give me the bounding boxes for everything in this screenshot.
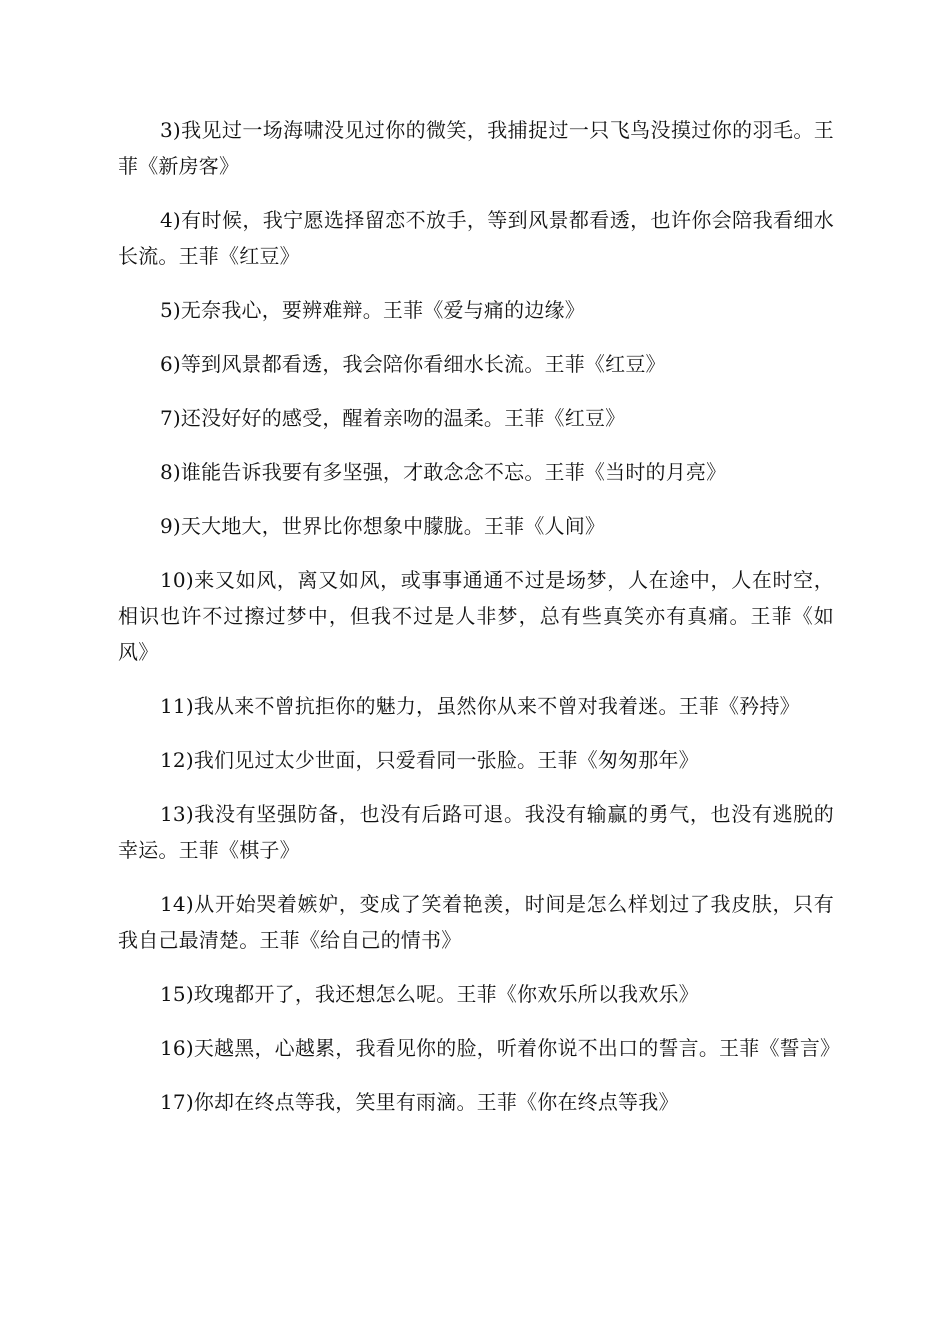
quote-paragraph-6: 6)等到风景都看透，我会陪你看细水长流。王菲《红豆》 [160, 352, 666, 376]
quote-paragraph-9: 9)天大地大，世界比你想象中朦胧。王菲《人间》 [160, 514, 606, 538]
quote-paragraph-7: 7)还没好好的感受，醒着亲吻的温柔。王菲《红豆》 [160, 406, 626, 430]
quote-paragraph-16: 16)天越黑，心越累，我看见你的脸，听着你说不出口的誓言。王菲《誓言》 [160, 1036, 841, 1060]
quote-paragraph-15: 15)玫瑰都开了，我还想怎么呢。王菲《你欢乐所以我欢乐》 [160, 982, 699, 1006]
quote-paragraph-12: 12)我们见过太少世面，只爱看同一张脸。王菲《匆匆那年》 [160, 748, 699, 772]
quote-paragraph-8: 8)谁能告诉我要有多坚强，才敢念念不忘。王菲《当时的月亮》 [160, 460, 727, 484]
quote-paragraph-14: 14)从开始哭着嫉妒，变成了笑着艳羡，时间是怎么样划过了我皮肤，只有我自己最清楚。王菲《给自己的情书》 [118, 892, 834, 952]
quote-paragraph-5: 5)无奈我心，要辨难辩。王菲《爱与痛的边缘》 [160, 298, 585, 322]
quote-paragraph-13: 13)我没有坚强防备，也没有后路可退。我没有输赢的勇气，也没有逃脱的幸运。王菲《棋子》 [118, 802, 834, 862]
document-body [118, 112, 841, 1138]
quote-paragraph-10: 10)来又如风，离又如风，或事事通通不过是场梦，人在途中，人在时空，相识也许不过擦过梦中，但我不过是人非梦，总有些真笑亦有真痛。王菲《如风》 [118, 568, 834, 664]
quote-paragraph-17: 17)你却在终点等我，笑里有雨滴。王菲《你在终点等我》 [160, 1090, 679, 1114]
quote-paragraph-11: 11)我从来不曾抗拒你的魅力，虽然你从来不曾对我着迷。王菲《矜持》 [160, 694, 800, 718]
quote-paragraph-4: 4)有时候，我宁愿选择留恋不放手，等到风景都看透，也许你会陪我看细水长流。王菲《红豆》 [118, 208, 834, 268]
quote-paragraph-3: 3)我见过一场海啸没见过你的微笑，我捕捉过一只飞鸟没摸过你的羽毛。王菲《新房客》 [118, 118, 834, 178]
